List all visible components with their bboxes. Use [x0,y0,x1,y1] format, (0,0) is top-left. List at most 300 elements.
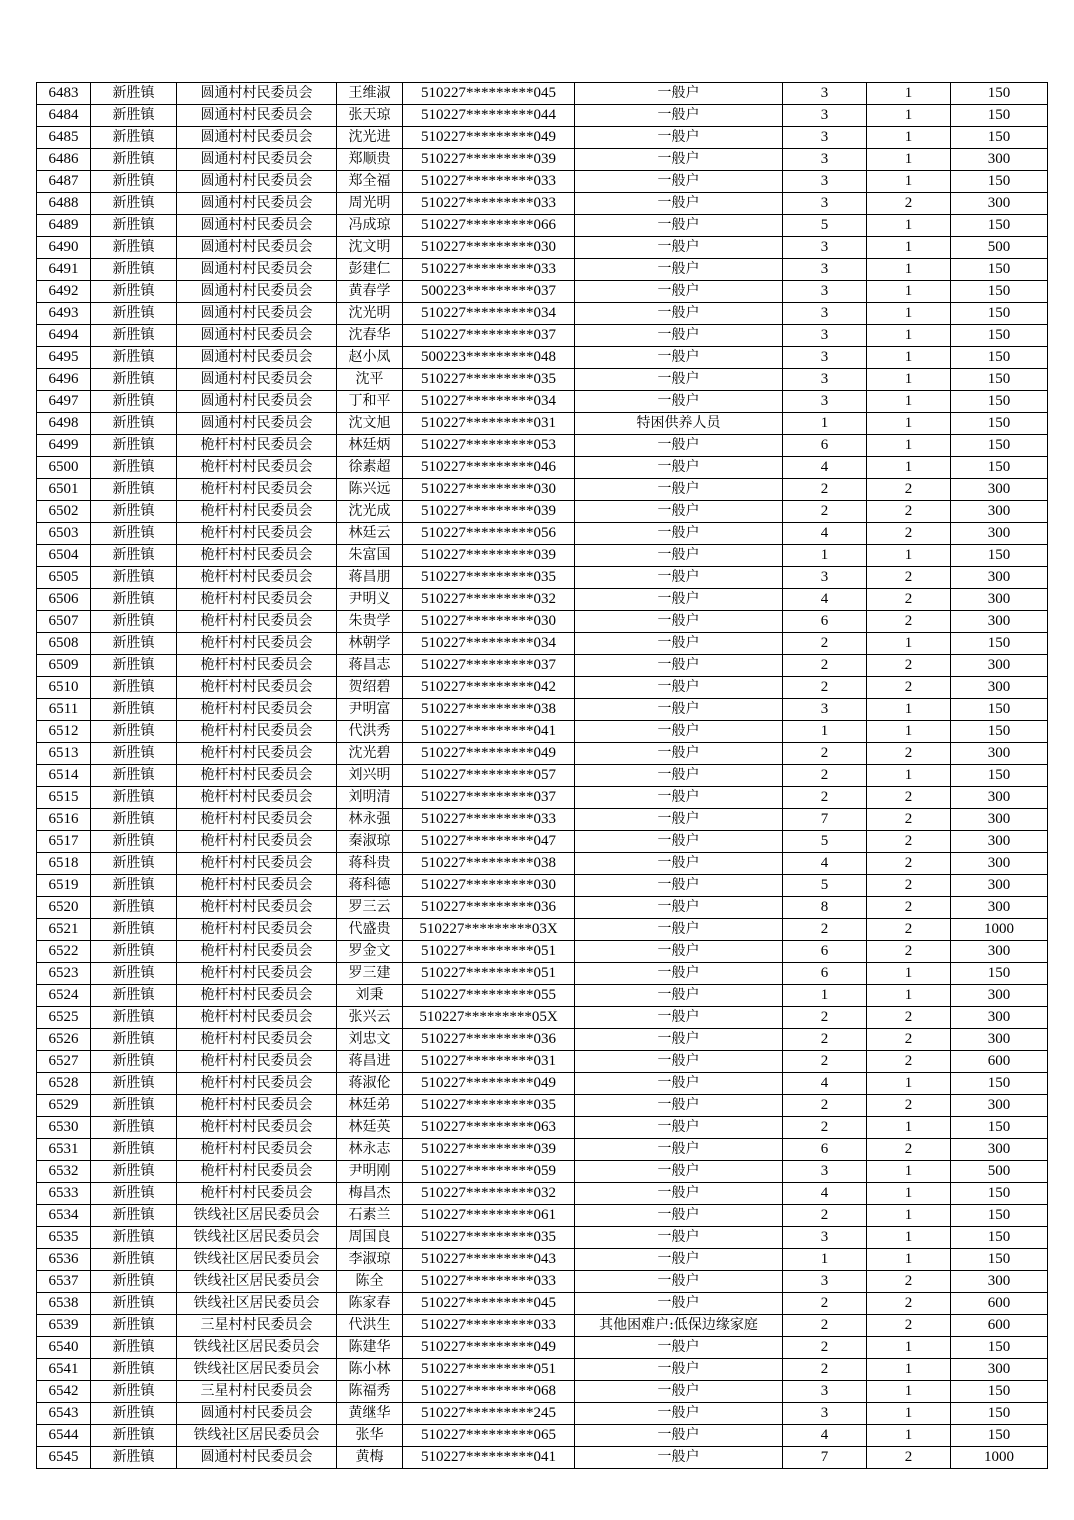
town-cell: 新胜镇 [91,1271,177,1293]
household-type-cell: 一般户 [575,567,783,589]
table-row [37,1051,1048,1073]
serial-number-cell: 6505 [37,567,91,589]
committee-cell: 桅杆村村民委员会 [177,501,337,523]
town-cell: 新胜镇 [91,941,177,963]
table-row [37,743,1048,765]
id-number-cell: 510227*********055 [403,985,575,1007]
id-number-cell: 510227*********035 [403,369,575,391]
town-cell: 新胜镇 [91,193,177,215]
table-row [37,1227,1048,1249]
household-type-cell: 一般户 [575,831,783,853]
committee-cell: 圆通村村民委员会 [177,237,337,259]
household-type-cell: 一般户 [575,457,783,479]
level-cell: 1 [867,633,951,655]
id-number-cell: 510227*********049 [403,1073,575,1095]
committee-cell: 桅杆村村民委员会 [177,1183,337,1205]
household-type-cell: 一般户 [575,1293,783,1315]
household-type-cell: 一般户 [575,1205,783,1227]
serial-number-cell: 6518 [37,853,91,875]
household-type-cell: 特困供养人员 [575,413,783,435]
amount-cell: 150 [951,369,1048,391]
id-number-cell: 510227*********049 [403,743,575,765]
household-type-cell: 一般户 [575,215,783,237]
name-cell: 梅昌杰 [337,1183,403,1205]
household-type-cell: 一般户 [575,1117,783,1139]
table-row [37,677,1048,699]
id-number-cell: 510227*********039 [403,545,575,567]
committee-cell: 桅杆村村民委员会 [177,787,337,809]
household-size-cell: 1 [783,413,867,435]
household-type-cell: 一般户 [575,1139,783,1161]
household-type-cell: 一般户 [575,1007,783,1029]
household-type-cell: 一般户 [575,369,783,391]
name-cell: 黄春学 [337,281,403,303]
amount-cell: 300 [951,193,1048,215]
committee-cell: 桅杆村村民委员会 [177,853,337,875]
household-size-cell: 3 [783,1271,867,1293]
household-type-cell: 一般户 [575,83,783,105]
id-number-cell: 510227*********061 [403,1205,575,1227]
table-row [37,1205,1048,1227]
amount-cell: 150 [951,1117,1048,1139]
level-cell: 2 [867,501,951,523]
town-cell: 新胜镇 [91,1249,177,1271]
name-cell: 刘兴明 [337,765,403,787]
level-cell: 2 [867,655,951,677]
committee-cell: 三星村村民委员会 [177,1315,337,1337]
town-cell: 新胜镇 [91,1227,177,1249]
amount-cell: 150 [951,1073,1048,1095]
serial-number-cell: 6506 [37,589,91,611]
household-size-cell: 6 [783,963,867,985]
town-cell: 新胜镇 [91,985,177,1007]
name-cell: 蒋昌进 [337,1051,403,1073]
level-cell: 1 [867,391,951,413]
table-row [37,611,1048,633]
serial-number-cell: 6538 [37,1293,91,1315]
household-type-cell: 一般户 [575,677,783,699]
name-cell: 林廷英 [337,1117,403,1139]
amount-cell: 150 [951,1381,1048,1403]
level-cell: 1 [867,1425,951,1447]
serial-number-cell: 6499 [37,435,91,457]
household-type-cell: 一般户 [575,1073,783,1095]
serial-number-cell: 6536 [37,1249,91,1271]
town-cell: 新胜镇 [91,369,177,391]
id-number-cell: 510227*********034 [403,303,575,325]
household-type-cell: 一般户 [575,787,783,809]
level-cell: 1 [867,413,951,435]
committee-cell: 圆通村村民委员会 [177,347,337,369]
name-cell: 蒋科贵 [337,853,403,875]
household-type-cell: 一般户 [575,1425,783,1447]
id-number-cell: 510227*********049 [403,1337,575,1359]
name-cell: 林廷弟 [337,1095,403,1117]
household-size-cell: 6 [783,1139,867,1161]
serial-number-cell: 6492 [37,281,91,303]
committee-cell: 圆通村村民委员会 [177,325,337,347]
amount-cell: 150 [951,259,1048,281]
amount-cell: 600 [951,1051,1048,1073]
id-number-cell: 510227*********037 [403,325,575,347]
table-row [37,897,1048,919]
table-row [37,523,1048,545]
household-size-cell: 6 [783,435,867,457]
table-row [37,171,1048,193]
amount-cell: 150 [951,633,1048,655]
household-type-cell: 一般户 [575,765,783,787]
table-row [37,1007,1048,1029]
level-cell: 1 [867,83,951,105]
town-cell: 新胜镇 [91,435,177,457]
serial-number-cell: 6504 [37,545,91,567]
household-type-cell: 一般户 [575,523,783,545]
name-cell: 代洪生 [337,1315,403,1337]
name-cell: 李淑琼 [337,1249,403,1271]
household-size-cell: 3 [783,1227,867,1249]
town-cell: 新胜镇 [91,853,177,875]
amount-cell: 300 [951,985,1048,1007]
town-cell: 新胜镇 [91,523,177,545]
table-row [37,941,1048,963]
household-size-cell: 3 [783,171,867,193]
serial-number-cell: 6541 [37,1359,91,1381]
level-cell: 1 [867,985,951,1007]
id-number-cell: 510227*********051 [403,941,575,963]
household-size-cell: 3 [783,1381,867,1403]
town-cell: 新胜镇 [91,589,177,611]
table-row [37,1161,1048,1183]
household-type-cell: 一般户 [575,193,783,215]
level-cell: 1 [867,215,951,237]
serial-number-cell: 6500 [37,457,91,479]
amount-cell: 150 [951,1337,1048,1359]
amount-cell: 150 [951,545,1048,567]
level-cell: 2 [867,831,951,853]
level-cell: 1 [867,237,951,259]
table-row [37,457,1048,479]
household-size-cell: 2 [783,1117,867,1139]
household-size-cell: 3 [783,105,867,127]
name-cell: 罗金文 [337,941,403,963]
amount-cell: 150 [951,963,1048,985]
household-size-cell: 2 [783,1029,867,1051]
id-number-cell: 510227*********030 [403,611,575,633]
id-number-cell: 510227*********031 [403,1051,575,1073]
committee-cell: 圆通村村民委员会 [177,83,337,105]
name-cell: 陈全 [337,1271,403,1293]
id-number-cell: 500223*********048 [403,347,575,369]
serial-number-cell: 6507 [37,611,91,633]
amount-cell: 300 [951,567,1048,589]
household-type-cell: 一般户 [575,435,783,457]
id-number-cell: 500223*********037 [403,281,575,303]
household-size-cell: 2 [783,1315,867,1337]
amount-cell: 150 [951,281,1048,303]
name-cell: 代洪秀 [337,721,403,743]
household-size-cell: 1 [783,721,867,743]
household-size-cell: 2 [783,633,867,655]
id-number-cell: 510227*********035 [403,1095,575,1117]
id-number-cell: 510227*********035 [403,567,575,589]
table-row [37,281,1048,303]
amount-cell: 600 [951,1293,1048,1315]
town-cell: 新胜镇 [91,347,177,369]
household-type-cell: 一般户 [575,347,783,369]
level-cell: 1 [867,1117,951,1139]
name-cell: 尹明富 [337,699,403,721]
amount-cell: 300 [951,677,1048,699]
id-number-cell: 510227*********046 [403,457,575,479]
amount-cell: 300 [951,501,1048,523]
household-type-cell: 一般户 [575,1271,783,1293]
name-cell: 黄继华 [337,1403,403,1425]
amount-cell: 300 [951,809,1048,831]
serial-number-cell: 6489 [37,215,91,237]
level-cell: 2 [867,1315,951,1337]
town-cell: 新胜镇 [91,655,177,677]
id-number-cell: 510227*********03X [403,919,575,941]
table-row [37,809,1048,831]
amount-cell: 300 [951,1359,1048,1381]
id-number-cell: 510227*********033 [403,193,575,215]
amount-cell: 150 [951,171,1048,193]
household-type-cell: 一般户 [575,105,783,127]
amount-cell: 300 [951,875,1048,897]
household-size-cell: 2 [783,501,867,523]
name-cell: 代盛贵 [337,919,403,941]
committee-cell: 桅杆村村民委员会 [177,1007,337,1029]
table-row [37,831,1048,853]
table-row [37,237,1048,259]
serial-number-cell: 6508 [37,633,91,655]
committee-cell: 圆通村村民委员会 [177,215,337,237]
committee-cell: 桅杆村村民委员会 [177,897,337,919]
serial-number-cell: 6512 [37,721,91,743]
household-type-cell: 其他困难户:低保边缘家庭 [575,1315,783,1337]
household-size-cell: 3 [783,369,867,391]
amount-cell: 300 [951,1007,1048,1029]
amount-cell: 500 [951,237,1048,259]
committee-cell: 桅杆村村民委员会 [177,589,337,611]
amount-cell: 300 [951,897,1048,919]
household-type-cell: 一般户 [575,1337,783,1359]
name-cell: 陈福秀 [337,1381,403,1403]
amount-cell: 300 [951,831,1048,853]
name-cell: 陈家春 [337,1293,403,1315]
serial-number-cell: 6528 [37,1073,91,1095]
household-size-cell: 3 [783,193,867,215]
table-row [37,765,1048,787]
amount-cell: 300 [951,479,1048,501]
name-cell: 蒋淑伦 [337,1073,403,1095]
amount-cell: 300 [951,655,1048,677]
serial-number-cell: 6517 [37,831,91,853]
town-cell: 新胜镇 [91,237,177,259]
name-cell: 徐素超 [337,457,403,479]
serial-number-cell: 6523 [37,963,91,985]
name-cell: 朱富国 [337,545,403,567]
level-cell: 1 [867,347,951,369]
amount-cell: 150 [951,1227,1048,1249]
household-size-cell: 2 [783,1205,867,1227]
level-cell: 2 [867,1271,951,1293]
level-cell: 2 [867,1095,951,1117]
household-type-cell: 一般户 [575,501,783,523]
level-cell: 1 [867,281,951,303]
id-number-cell: 510227*********065 [403,1425,575,1447]
id-number-cell: 510227*********036 [403,1029,575,1051]
town-cell: 新胜镇 [91,1095,177,1117]
town-cell: 新胜镇 [91,1381,177,1403]
amount-cell: 150 [951,1205,1048,1227]
household-size-cell: 7 [783,809,867,831]
table-row [37,83,1048,105]
town-cell: 新胜镇 [91,281,177,303]
amount-cell: 300 [951,1095,1048,1117]
table-body [37,83,1048,1469]
level-cell: 2 [867,809,951,831]
town-cell: 新胜镇 [91,1403,177,1425]
household-type-cell: 一般户 [575,655,783,677]
table-row [37,567,1048,589]
amount-cell: 150 [951,303,1048,325]
name-cell: 丁和平 [337,391,403,413]
committee-cell: 桅杆村村民委员会 [177,743,337,765]
table-row [37,1293,1048,1315]
level-cell: 2 [867,1293,951,1315]
household-size-cell: 2 [783,1095,867,1117]
name-cell: 赵小凤 [337,347,403,369]
household-type-cell: 一般户 [575,589,783,611]
amount-cell: 150 [951,721,1048,743]
serial-number-cell: 6531 [37,1139,91,1161]
table-row [37,1095,1048,1117]
table-row [37,919,1048,941]
table-row [37,413,1048,435]
committee-cell: 桅杆村村民委员会 [177,611,337,633]
level-cell: 2 [867,611,951,633]
amount-cell: 300 [951,1139,1048,1161]
committee-cell: 桅杆村村民委员会 [177,809,337,831]
amount-cell: 150 [951,435,1048,457]
level-cell: 1 [867,325,951,347]
town-cell: 新胜镇 [91,963,177,985]
amount-cell: 150 [951,1403,1048,1425]
household-size-cell: 2 [783,1293,867,1315]
committee-cell: 桅杆村村民委员会 [177,919,337,941]
household-size-cell: 6 [783,941,867,963]
town-cell: 新胜镇 [91,1315,177,1337]
level-cell: 1 [867,1183,951,1205]
id-number-cell: 510227*********057 [403,765,575,787]
table-row [37,435,1048,457]
name-cell: 蒋科德 [337,875,403,897]
level-cell: 1 [867,303,951,325]
household-size-cell: 3 [783,259,867,281]
amount-cell: 150 [951,413,1048,435]
committee-cell: 圆通村村民委员会 [177,281,337,303]
table-row [37,545,1048,567]
table-row [37,655,1048,677]
level-cell: 1 [867,457,951,479]
household-size-cell: 1 [783,985,867,1007]
serial-number-cell: 6491 [37,259,91,281]
household-type-cell: 一般户 [575,963,783,985]
town-cell: 新胜镇 [91,1205,177,1227]
name-cell: 周光明 [337,193,403,215]
level-cell: 2 [867,1029,951,1051]
committee-cell: 圆通村村民委员会 [177,303,337,325]
household-type-cell: 一般户 [575,281,783,303]
committee-cell: 圆通村村民委员会 [177,1403,337,1425]
town-cell: 新胜镇 [91,1051,177,1073]
name-cell: 罗三云 [337,897,403,919]
town-cell: 新胜镇 [91,1359,177,1381]
serial-number-cell: 6520 [37,897,91,919]
household-size-cell: 2 [783,1007,867,1029]
name-cell: 郑顺贵 [337,149,403,171]
committee-cell: 桅杆村村民委员会 [177,523,337,545]
serial-number-cell: 6521 [37,919,91,941]
id-number-cell: 510227*********030 [403,237,575,259]
serial-number-cell: 6526 [37,1029,91,1051]
town-cell: 新胜镇 [91,677,177,699]
table-row [37,1029,1048,1051]
household-type-cell: 一般户 [575,1403,783,1425]
amount-cell: 150 [951,457,1048,479]
amount-cell: 300 [951,523,1048,545]
serial-number-cell: 6496 [37,369,91,391]
level-cell: 1 [867,127,951,149]
household-size-cell: 3 [783,1161,867,1183]
name-cell: 蒋昌志 [337,655,403,677]
table-row [37,193,1048,215]
household-type-cell: 一般户 [575,1359,783,1381]
table-row [37,1403,1048,1425]
level-cell: 2 [867,1007,951,1029]
name-cell: 林朝学 [337,633,403,655]
name-cell: 林廷炳 [337,435,403,457]
level-cell: 1 [867,149,951,171]
amount-cell: 1000 [951,1447,1048,1469]
household-type-cell: 一般户 [575,941,783,963]
committee-cell: 桅杆村村民委员会 [177,831,337,853]
table-row [37,259,1048,281]
name-cell: 蒋昌朋 [337,567,403,589]
name-cell: 彭建仁 [337,259,403,281]
name-cell: 王维淑 [337,83,403,105]
amount-cell: 300 [951,611,1048,633]
table-row [37,699,1048,721]
level-cell: 1 [867,1359,951,1381]
table-row [37,1183,1048,1205]
id-number-cell: 510227*********039 [403,1139,575,1161]
serial-number-cell: 6488 [37,193,91,215]
household-type-cell: 一般户 [575,127,783,149]
committee-cell: 铁线社区居民委员会 [177,1359,337,1381]
name-cell: 沈光进 [337,127,403,149]
id-number-cell: 510227*********053 [403,435,575,457]
id-number-cell: 510227*********045 [403,1293,575,1315]
name-cell: 张天琼 [337,105,403,127]
household-type-cell: 一般户 [575,1447,783,1469]
id-number-cell: 510227*********033 [403,259,575,281]
serial-number-cell: 6486 [37,149,91,171]
committee-cell: 桅杆村村民委员会 [177,1029,337,1051]
household-size-cell: 4 [783,589,867,611]
household-size-cell: 3 [783,83,867,105]
